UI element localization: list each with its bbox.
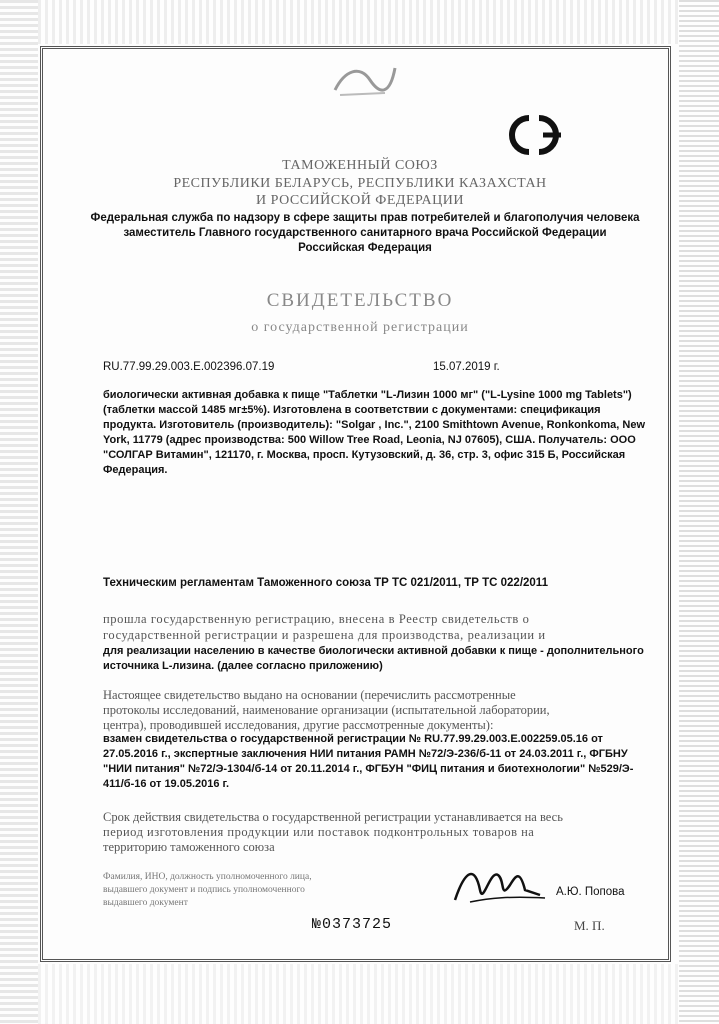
usage-line-2: источника L-лизина. (далее согласно приложению) [103, 660, 383, 672]
product-line-2: (таблетки массой 1485 мг±5%). Изготовлена в соответствии с документами: спецификация [103, 404, 601, 416]
serial-number: №0373725 [312, 916, 393, 933]
scan-edge-left [0, 0, 38, 1024]
signer-note-line-1: Фамилия, ИНО, должность уполномоченного лица, [103, 872, 312, 882]
header-line-1: ТАМОЖЕННЫЙ СОЮЗ [282, 158, 438, 173]
stamp-mark: М. П. [574, 918, 605, 933]
signer-note-line-3: выдавшего документ [103, 898, 188, 908]
authority-line-1: Федеральная служба по надзору в сфере защиты прав потребителей и благополучия человека [90, 212, 640, 224]
registration-date: 15.07.2019 г. [433, 361, 500, 373]
validity-line-1: Срок действия свидетельства о государственной регистрации устанавливается на весь [103, 810, 563, 824]
product-line-4: York, 11779 (адрес производства: 500 Willow Tree Road, Leonia, NJ 07605), США. Получатель: ООО [103, 434, 636, 446]
header-line-3: И РОССИЙСКОЙ ФЕДЕРАЦИИ [256, 193, 464, 208]
watermark-scribble [330, 60, 400, 100]
validity-line-3: территорию таможенного союза [103, 840, 275, 854]
regulations-line: Техническим регламентам Таможенного союза ТР ТС 021/2011, ТР ТС 022/2011 [103, 577, 548, 589]
basis-doc-line-3: "НИИ питания" №72/Э-1304/б-14 от 20.11.2014 г., ФГБУН "ФИЦ питания и биотехнологии" №529/Э- [103, 763, 634, 775]
basis-doc-line-4: 411/б-16 от 19.05.2016 г. [103, 778, 230, 790]
authority-line-2: заместитель Главного государственного санитарного врача Российской Федерации [123, 227, 607, 239]
header-line-2: РЕСПУБЛИКИ БЕЛАРУСЬ, РЕСПУБЛИКИ КАЗАХСТАН [173, 176, 547, 191]
product-line-5: "СОЛГАР Витамин", 121170, г. Москва, просп. Кутузовский, д. 36, стр. 3, офис 315 Б, Российская [103, 449, 626, 461]
authority-line-3: Российская Федерация [298, 242, 432, 254]
document-subtitle: о государственной регистрации [251, 320, 469, 335]
product-line-6: Федерация. [103, 464, 168, 476]
basis-line-3: центра), проводившей исследования, другие рассмотренные документы): [103, 718, 494, 732]
basis-line-2: протоколы исследований, наименование организации (испытательной лаборатории, [103, 703, 550, 717]
validity-line-2: период изготовления продукции или поставок подконтрольных товаров на [103, 825, 535, 839]
product-line-3: продукта. Изготовитель (производитель): "Solgar , Inc.", 2100 Smithtown Avenue, Ronkonkoma, New [103, 419, 646, 431]
eac-sanitary-mark-icon [499, 110, 577, 160]
signer-name: А.Ю. Попова [556, 886, 625, 898]
scan-edge-top [38, 0, 679, 44]
signature-icon [450, 860, 550, 915]
basis-line-1: Настоящее свидетельство выдано на основании (перечислить рассмотренные [103, 688, 516, 702]
scan-edge-right [679, 0, 719, 1024]
signer-note-line-2: выдавшего документ и подпись уполномоченного [103, 885, 305, 895]
scan-edge-bottom [38, 964, 679, 1024]
basis-doc-line-1: взамен свидетельства о государственной регистрации № RU.77.99.29.003.E.002259.05.16 от [103, 733, 603, 745]
registry-line-1: прошла государственную регистрацию, внесена в Реестр свидетельств о [103, 612, 530, 626]
usage-line-1: для реализации населению в качестве биологически активной добавки к пище - дополнительного [103, 645, 644, 657]
product-line-1: биологически активная добавка к пище "Таблетки "L-Лизин 1000 мг" ("L-Lysine 1000 mg Tablets") [103, 389, 632, 401]
basis-doc-line-2: 27.05.2016 г., экспертные заключения НИИ питания РАМН №72/Э-236/б-11 от 24.03.2011 г., ФГБНУ [103, 748, 628, 760]
registration-number: RU.77.99.29.003.E.002396.07.19 [103, 361, 275, 373]
document-title: СВИДЕТЕЛЬСТВО [266, 290, 454, 311]
registry-line-2: государственной регистрации и разрешена для производства, реализации и [103, 628, 546, 642]
